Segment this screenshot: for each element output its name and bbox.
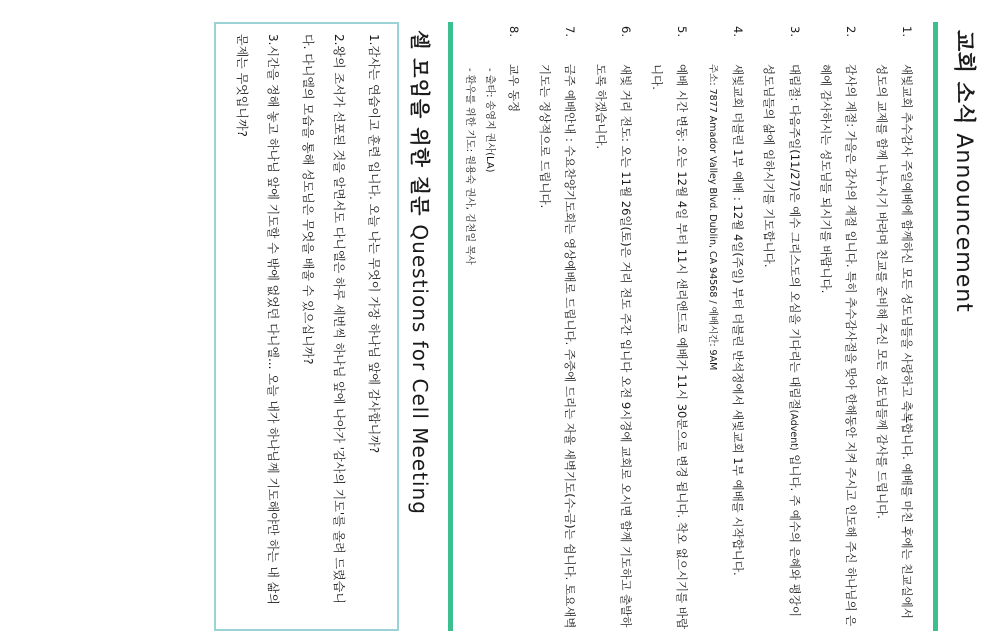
announcement-heading	[944, 22, 1001, 631]
announcement-item-7	[532, 22, 582, 631]
advent-note: (Advent)	[788, 409, 799, 451]
item-number: 8.	[507, 26, 521, 37]
item-number: 7.	[563, 26, 577, 37]
announcement-item-2	[813, 22, 863, 631]
item-text: 새빛교회 추수감사 주일예배에 함께하신 모든 성도님들을 사랑하고 축복합니다. 예배를 마친 후에는 친교실에서 성도의 교제를 함께 나누시기 바라며 친교를 준비해 주신 모든 성도님들께 감사를 드립니다.	[875, 64, 914, 619]
item-text: 교우 동정	[507, 64, 521, 113]
item-number: 1.	[900, 26, 914, 37]
announcement-title-en: Announcement	[951, 133, 976, 313]
announcement-title-kr: 교회 소식	[951, 30, 976, 126]
announcement-list	[501, 22, 923, 631]
dublin-service-text: 새빛교회 더블린 1부 예배 : 12월 4일(주일) 부터 더블린 반석정에서 새빛교회 1부 예배를 시작합니다.	[731, 64, 745, 576]
questions-box	[214, 22, 399, 631]
announcement-item-6	[588, 22, 638, 631]
item-text	[756, 64, 807, 631]
item-text	[700, 64, 750, 631]
item-text: 새빛 거리 전도: 오는 11월 26일(토)은 거리 전도 주간 입니다 오전 9시경에 교회로 오시면 함께 기도하고 출발하도록 하겠습니다.	[594, 64, 633, 628]
announcement-item-1	[869, 22, 919, 631]
announcement-item-3	[756, 22, 807, 631]
member-news-item: - 출타: 송영지 권사(LA)	[484, 68, 495, 173]
item-text: 예배 시간 변동: 오는 12월 4일 부터 11시 샌리앤드로 예배가 11시 30분으로 변경 됩니다. 착오 없으시기를 바랍니다.	[650, 64, 689, 630]
item-number: 4.	[731, 26, 745, 37]
item-number: 3.	[788, 26, 802, 37]
question-item-2: 2.왕의 조서가 선포된 것을 알면서도 다니엘은 하루 세번씩 하나님 앞에 나아가 '감사의 기도'를 올려 드렸습니다. 다니엘의 모습을 통해 성도님은 무엇을 배울 수 있으십니까?	[301, 34, 346, 604]
questions-heading	[403, 22, 438, 631]
advent-text-after: 입니다. 주 예수의 은혜와 평강이 성도님들의 삶에 임하시기를 기도합니다.	[762, 64, 802, 618]
questions-divider	[448, 22, 453, 631]
questions-title-en: Questions for Cell Meeting	[408, 224, 432, 515]
announcement-item-8	[501, 22, 526, 631]
questions-title-kr: 셀 모임을 위한 질문	[408, 30, 432, 217]
member-news-item: - 환우를 위한 기도: 원용숙 권사, 김천일 목사	[464, 68, 475, 265]
member-news-list	[459, 22, 499, 631]
item-text: 감사의 계절: 가을은 감사의 계절 입니다. 특히 추수감사절을 맞아 한해동안 지켜 주시고 인도해 주신 하나님의 은혜에 감사하시는 성도님들 되시기를 바랍니다.	[819, 64, 858, 627]
announcement-divider	[933, 22, 938, 631]
item-number: 6.	[619, 26, 633, 37]
announcement-item-4	[700, 22, 750, 631]
question-item-3: 3.시간을 정해 놓고 하나님 앞에 기도할 수 밖에 없었던 다니엘... 오늘 내가 하나님께 기도해야만 하는 내 삶의 문제는 무엇입니까?	[235, 34, 280, 605]
item-number: 2.	[844, 26, 858, 37]
announcement-item-5	[644, 22, 694, 631]
question-item-1: 1.감사는 연습이고 훈련 입니다. 오늘 나는 무엇이 가장 하나님 앞에 감사합니까?	[367, 34, 381, 454]
dublin-address: 주소: 7877 Amador Valley Blvd. Dublin, CA 94568 / 예배시간: 9AM	[707, 64, 718, 371]
item-number: 5.	[675, 26, 689, 37]
advent-text-before: 대림절: 다음주일(11/27)은 예수 그리스도의 오심을 기다리는 대림절	[788, 64, 802, 410]
item-text: 금주 예배안내 : 수요찬양기도회는 영상예배로 드립니다. 주중에 드리는 자율 새벽기도(수-금)는 쉽니다. 토요새벽기도는 정상적으로 드립니다.	[538, 64, 577, 629]
